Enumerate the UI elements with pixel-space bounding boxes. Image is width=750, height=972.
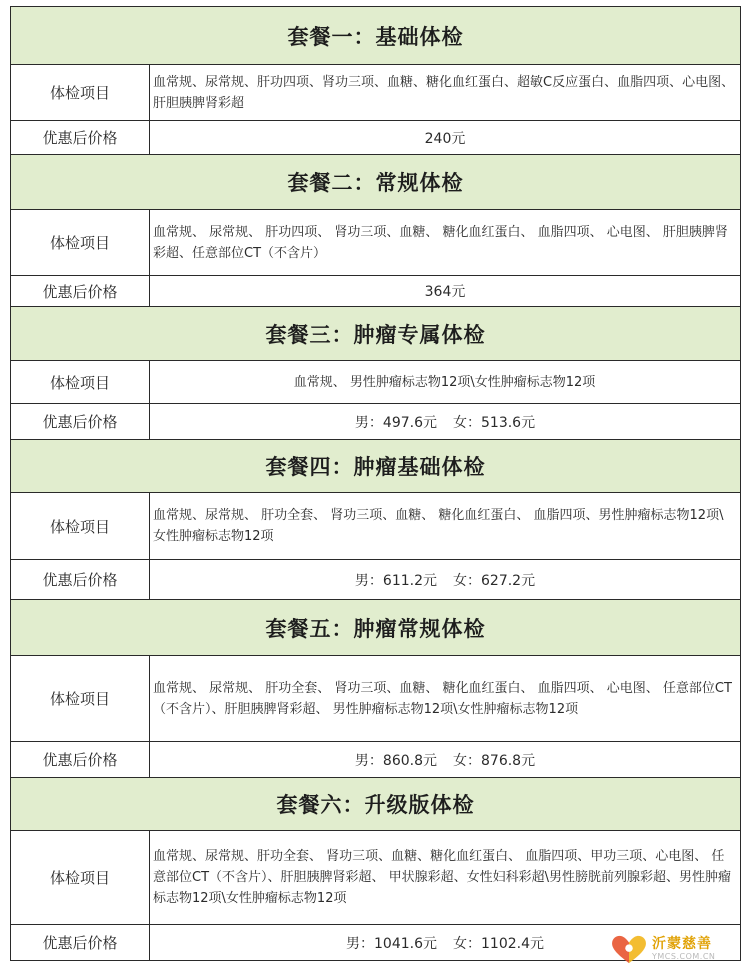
package-1-price-row <box>11 121 741 155</box>
price-female: 女：876.8元 <box>453 752 536 769</box>
price-value <box>150 742 741 778</box>
watermark-name: 沂蒙慈善 <box>652 936 712 952</box>
package-title: 套餐六：升级版体检 <box>11 778 741 831</box>
package-3-title-row <box>11 307 741 361</box>
price-male: 男：497.6元 <box>354 414 437 431</box>
price-male: 男：860.8元 <box>354 752 437 769</box>
items-list: 血常规、 尿常规、 肝功四项、 肾功三项、血糖、 糖化血红蛋白、 血脂四项、 心电图、 肝胆胰脾肾彩超、任意部位CT（不含片） <box>150 210 741 276</box>
package-4-price-row <box>11 560 741 600</box>
items-label: 体检项目 <box>11 831 150 925</box>
price-value: 364元 <box>150 276 741 307</box>
items-list: 血常规、 尿常规、 肝功全套、 肾功三项、血糖、 糖化血红蛋白、 血脂四项、 心电图、 任意部位CT（不含片）、肝胆胰脾肾彩超、 男性肿瘤标志物12项\女性肿瘤标志物12项 <box>150 656 741 742</box>
package-4-title-row <box>11 440 741 493</box>
items-label: 体检项目 <box>11 361 150 404</box>
price-label: 优惠后价格 <box>11 121 150 155</box>
items-list: 血常规、尿常规、肝功四项、肾功三项、血糖、糖化血红蛋白、超敏C反应蛋白、血脂四项、心电图、 肝胆胰脾肾彩超 <box>150 65 741 121</box>
price-value <box>150 404 741 440</box>
package-6-items-row <box>11 831 741 925</box>
package-1-title-row <box>11 7 741 65</box>
package-title: 套餐三：肿瘤专属体检 <box>11 307 741 361</box>
package-3-items-row <box>11 361 741 404</box>
items-list: 血常规、尿常规、 肝功全套、 肾功三项、血糖、 糖化血红蛋白、 血脂四项、男性肿瘤标志物12项\ 女性肿瘤标志物12项 <box>150 493 741 560</box>
price-value <box>150 925 741 961</box>
price-female: 女：1102.4元 <box>453 935 544 952</box>
price-female: 女：627.2元 <box>453 572 536 589</box>
package-5-price-row <box>11 742 741 778</box>
price-label: 优惠后价格 <box>11 742 150 778</box>
package-5-items-row <box>11 656 741 742</box>
package-title: 套餐一：基础体检 <box>11 7 741 65</box>
package-2-title-row <box>11 155 741 210</box>
package-3-price-row <box>11 404 741 440</box>
price-female: 女：513.6元 <box>453 414 536 431</box>
price-value <box>150 560 741 600</box>
watermark-url: YMCS.COM.CN <box>652 952 716 961</box>
price-male: 男：611.2元 <box>354 572 437 589</box>
package-price-table <box>10 6 741 961</box>
package-2-items-row <box>11 210 741 276</box>
items-label: 体检项目 <box>11 493 150 560</box>
package-title: 套餐五：肿瘤常规体检 <box>11 600 741 656</box>
items-label: 体检项目 <box>11 656 150 742</box>
package-title: 套餐二：常规体检 <box>11 155 741 210</box>
package-6-title-row <box>11 778 741 831</box>
package-1-items-row <box>11 65 741 121</box>
package-5-title-row <box>11 600 741 656</box>
package-6-price-row <box>11 925 741 961</box>
items-list: 血常规、尿常规、肝功全套、 肾功三项、血糖、糖化血红蛋白、 血脂四项、甲功三项、心电图、 任意部位CT（不含片）、肝胆胰脾肾彩超、 甲状腺彩超、女性妇科彩超\男性膀胱前列腺彩超、男性肿瘤标志物12项\女性肿瘤标志物12项 <box>150 831 741 925</box>
items-list: 血常规、 男性肿瘤标志物12项\女性肿瘤标志物12项 <box>150 361 741 404</box>
price-label: 优惠后价格 <box>11 276 150 307</box>
items-label: 体检项目 <box>11 65 150 121</box>
package-2-price-row <box>11 276 741 307</box>
price-value: 240元 <box>150 121 741 155</box>
price-label: 优惠后价格 <box>11 560 150 600</box>
package-4-items-row <box>11 493 741 560</box>
price-label: 优惠后价格 <box>11 404 150 440</box>
items-label: 体检项目 <box>11 210 150 276</box>
price-label: 优惠后价格 <box>11 925 150 961</box>
package-title: 套餐四：肿瘤基础体检 <box>11 440 741 493</box>
price-male: 男：1041.6元 <box>346 935 437 952</box>
